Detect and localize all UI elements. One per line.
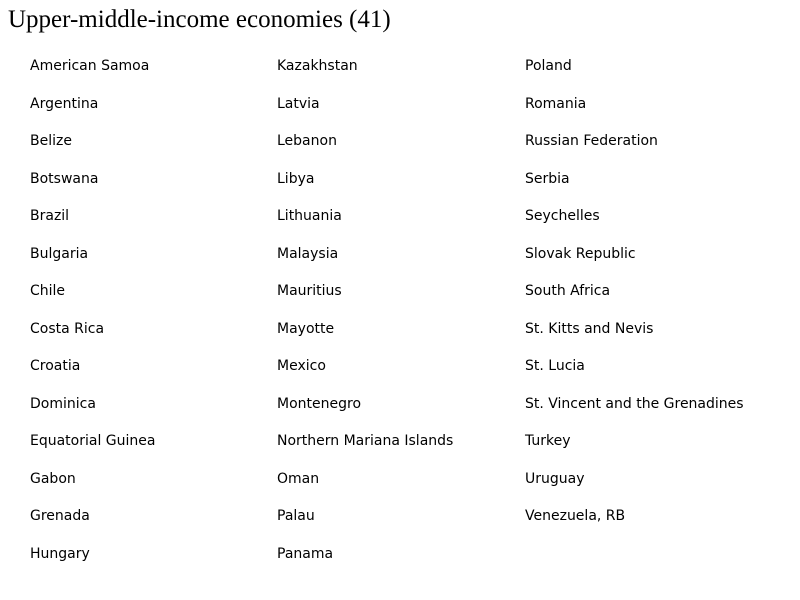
country-item: Lithuania xyxy=(277,208,342,224)
country-item: Poland xyxy=(525,58,572,74)
country-item: St. Vincent and the Grenadines xyxy=(525,395,744,412)
country-item: Hungary xyxy=(30,545,90,562)
country-item: Palau xyxy=(277,508,315,524)
country-item: Romania xyxy=(525,95,587,112)
country-item: Seychelles xyxy=(525,208,600,224)
country-column-1 xyxy=(30,56,155,581)
country-item: Dominica xyxy=(30,395,96,412)
country-item: Latvia xyxy=(277,95,320,112)
country-item: Montenegro xyxy=(277,395,362,412)
country-item: Argentina xyxy=(30,95,99,112)
country-item: South Africa xyxy=(525,283,611,299)
country-item: Libya xyxy=(277,170,315,187)
country-item: St. Lucia xyxy=(525,358,585,374)
country-item: Serbia xyxy=(525,170,570,187)
country-item: Mauritius xyxy=(277,283,342,299)
country-item: Panama xyxy=(277,545,334,562)
country-item: American Samoa xyxy=(30,58,150,74)
country-item: Kazakhstan xyxy=(277,58,358,74)
country-item: Gabon xyxy=(30,470,76,487)
country-column-3 xyxy=(525,56,744,544)
country-item: Chile xyxy=(30,283,66,299)
page-title: Upper-middle-income economies (41) xyxy=(8,6,391,33)
country-item: Mayotte xyxy=(277,320,335,337)
country-item: Bulgaria xyxy=(30,245,89,262)
country-item: Uruguay xyxy=(525,470,585,487)
country-item: Slovak Republic xyxy=(525,245,636,262)
country-column-2 xyxy=(277,56,453,581)
country-item: St. Kitts and Nevis xyxy=(525,320,654,337)
country-item: Costa Rica xyxy=(30,320,105,337)
country-item: Mexico xyxy=(277,358,326,374)
country-item: Malaysia xyxy=(277,245,339,262)
country-item: Grenada xyxy=(30,508,90,524)
country-item: Oman xyxy=(277,470,320,487)
country-item: Venezuela, RB xyxy=(525,508,626,524)
country-item: Russian Federation xyxy=(525,133,658,149)
country-item: Lebanon xyxy=(277,133,337,149)
country-item: Turkey xyxy=(525,433,571,449)
country-item: Croatia xyxy=(30,358,81,374)
country-item: Northern Mariana Islands xyxy=(277,433,454,449)
country-item: Brazil xyxy=(30,208,70,224)
country-item: Belize xyxy=(30,133,72,149)
country-item: Botswana xyxy=(30,170,99,187)
country-item: Equatorial Guinea xyxy=(30,433,156,449)
